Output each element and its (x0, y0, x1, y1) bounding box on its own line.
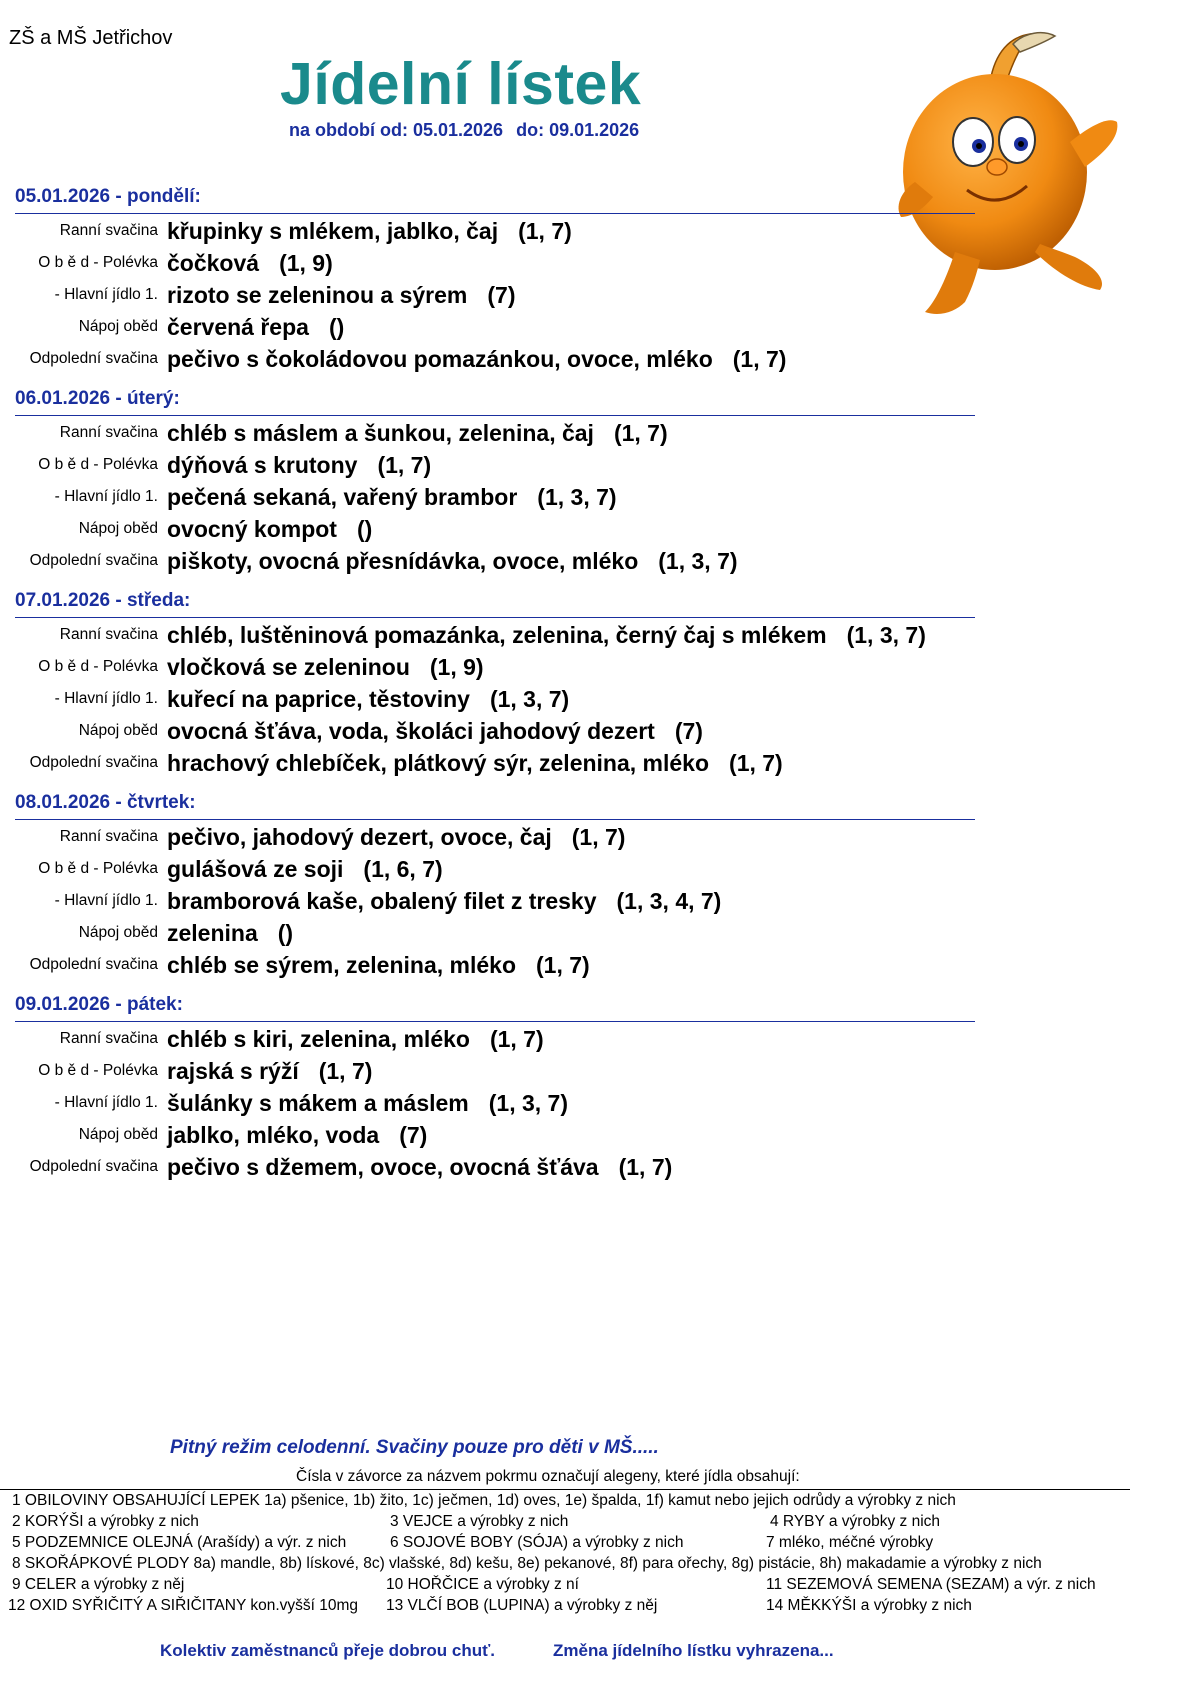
allergens: (1, 3, 4, 7) (616, 888, 722, 914)
legend-divider (0, 1489, 1130, 1490)
day-divider (15, 415, 975, 416)
allergens: (1, 6, 7) (363, 856, 443, 882)
meal-text: chléb, luštěninová pomazánka, zelenina, černý čaj s mlékem (1, 3, 7) (167, 622, 926, 648)
day-heading: 09.01.2026 - pátek: (15, 994, 183, 1015)
day-heading: 08.01.2026 - čtvrtek: (15, 792, 196, 813)
allergens: (1, 3, 7) (537, 484, 617, 510)
allergen-item: 3 VEJCE a výrobky z nich (390, 1513, 569, 1530)
meal-text: chléb se sýrem, zelenina, mléko (1, 7) (167, 952, 590, 978)
day-divider (15, 213, 975, 214)
allergens: (1, 9) (279, 250, 333, 276)
allergens: (1, 7) (518, 218, 572, 244)
allergens: (1, 7) (613, 420, 668, 446)
meal-text: ovocný kompot () (167, 516, 373, 542)
meal-text: hrachový chlebíček, plátkový sýr, zelenina, mléko (1, 7) (167, 750, 783, 776)
meal-text: zelenina () (167, 920, 294, 946)
meal-text: pečivo s džemem, ovoce, ovocná šťáva (1, 7) (167, 1154, 673, 1180)
meal-label: Nápoj oběd (78, 924, 158, 941)
allergens: (7) (487, 282, 516, 308)
day-heading: 06.01.2026 - úterý: (15, 388, 180, 409)
meal-text: kuřecí na paprice, těstoviny (1, 3, 7) (167, 686, 570, 712)
orange-mascot-icon (895, 22, 1125, 322)
meal-text: dýňová s krutony (1, 7) (167, 452, 432, 478)
allergens: (1, 7) (377, 452, 432, 478)
period-to: do: 09.01.2026 (516, 120, 640, 140)
allergens: (1, 7) (318, 1058, 373, 1084)
allergens: (1, 3, 7) (658, 548, 738, 574)
meal-label: Ranní svačina (59, 424, 158, 441)
allergen-item: 14 MĚKKÝŠI a výrobky z nich (766, 1597, 972, 1614)
allergens: (1, 9) (429, 654, 484, 680)
allergens: (1, 3, 7) (489, 686, 570, 712)
allergen-item: 10 HOŘČICE a výrobky z ní (386, 1576, 579, 1593)
meal-label: Ranní svačina (59, 828, 158, 845)
allergen-intro: Čísla v závorce za názvem pokrmu označují alegeny, které jídla obsahují: (296, 1468, 800, 1485)
allergens: (1, 3, 7) (846, 622, 926, 648)
meal-label: - Hlavní jídlo 1. (54, 1094, 158, 1111)
meal-text: chléb s kiri, zelenina, mléko (1, 7) (167, 1026, 544, 1052)
allergen-item: 1 OBILOVINY OBSAHUJÍCÍ LEPEK 1a) pšenice, 1b) žito, 1c) ječmen, 1d) oves, 1e) špalda, 1f) kamut nebo jejich odrůdy a výrobky z nich (12, 1492, 956, 1509)
meal-text: piškoty, ovocná přesnídávka, ovoce, mléko (1, 3, 7) (167, 548, 738, 574)
allergen-item: 5 PODZEMNICE OLEJNÁ (Arašídy) a výr. z nich (12, 1534, 347, 1551)
period-from: na období od: 05.01.2026 (289, 120, 504, 140)
meal-label: - Hlavní jídlo 1. (54, 892, 158, 909)
footer-disclaimer: Změna jídelního lístku vyhrazena... (553, 1641, 834, 1660)
meal-label: Ranní svačina (59, 626, 158, 643)
meal-label: Odpolední svačina (29, 1158, 158, 1175)
footer-wish: Kolektiv zaměstnanců přeje dobrou chuť. (160, 1641, 495, 1660)
day-divider (15, 1021, 975, 1022)
allergens: () (356, 516, 373, 542)
day-divider (15, 617, 975, 618)
meal-label: Nápoj oběd (78, 1126, 158, 1143)
drinking-note: Pitný režim celodenní. Svačiny pouze pro děti v MŠ..... (170, 1437, 659, 1458)
meal-label: Odpolední svačina (29, 552, 158, 569)
allergen-item: 7 mléko, méčné výrobky (766, 1534, 934, 1551)
allergens: () (328, 314, 345, 340)
allergens: (7) (399, 1122, 428, 1148)
allergens: (1, 7) (536, 952, 590, 978)
meal-label: Nápoj oběd (78, 520, 158, 537)
meal-text: červená řepa () (167, 314, 345, 340)
meal-label: Odpolední svačina (29, 754, 158, 771)
meal-text: ovocná šťáva, voda, školáci jahodový dezert (7) (167, 718, 703, 744)
meal-label: Odpolední svačina (29, 956, 158, 973)
meal-text: rajská s rýží (1, 7) (167, 1058, 373, 1084)
day-heading: 07.01.2026 - středa: (15, 590, 191, 611)
meal-text: pečivo, jahodový dezert, ovoce, čaj (1, 7) (167, 824, 626, 850)
meal-label: O b ě d - Polévka (38, 1062, 158, 1079)
meal-label: Nápoj oběd (78, 318, 158, 335)
meal-text: rizoto se zeleninou a sýrem (7) (167, 282, 516, 308)
allergens: (1, 7) (729, 750, 783, 776)
meal-label: Nápoj oběd (78, 722, 158, 739)
meal-label: Ranní svačina (59, 1030, 158, 1047)
meal-text: pečivo s čokoládovou pomazánkou, ovoce, mléko (1, 7) (167, 346, 787, 372)
allergen-item: 2 KORÝŠI a výrobky z nich (12, 1513, 199, 1530)
meal-text: chléb s máslem a šunkou, zelenina, čaj (1, 7) (167, 420, 668, 446)
meal-label: Odpolední svačina (29, 350, 158, 367)
allergen-item: 9 CELER a výrobky z něj (12, 1576, 185, 1593)
meal-text: vločková se zeleninou (1, 9) (167, 654, 484, 680)
allergens: (1, 3, 7) (488, 1090, 569, 1116)
page-title: Jídelní lístek (280, 51, 642, 117)
meal-text: jablko, mléko, voda (7) (167, 1122, 428, 1148)
allergen-item: 11 SEZEMOVÁ SEMENA (SEZAM) a výr. z nich (766, 1576, 1096, 1593)
menu-period (289, 120, 647, 141)
allergens: () (277, 920, 294, 946)
meal-text: šulánky s mákem a máslem (1, 3, 7) (167, 1090, 569, 1116)
meal-text: gulášová ze soji (1, 6, 7) (167, 856, 443, 882)
allergen-item: 13 VLČÍ BOB (LUPINA) a výrobky z něj (386, 1597, 658, 1614)
meal-label: O b ě d - Polévka (38, 658, 158, 675)
allergen-item: 12 OXID SYŘIČITÝ A SIŘIČITANY kon.vyšší 10mg (8, 1597, 359, 1614)
meal-text: pečená sekaná, vařený brambor (1, 3, 7) (167, 484, 617, 510)
day-heading: 05.01.2026 - pondělí: (15, 186, 201, 207)
meal-text: bramborová kaše, obalený filet z tresky (1, 3, 4, 7) (167, 888, 722, 914)
meal-text: čočková (1, 9) (167, 250, 333, 276)
allergens: (1, 7) (571, 824, 626, 850)
day-divider (15, 819, 975, 820)
allergens: (7) (674, 718, 703, 744)
allergen-item: 6 SOJOVÉ BOBY (SÓJA) a výrobky z nich (390, 1534, 684, 1551)
allergens: (1, 7) (732, 346, 787, 372)
allergen-item: 4 RYBY a výrobky z nich (770, 1513, 941, 1530)
meal-label: O b ě d - Polévka (38, 456, 158, 473)
allergens: (1, 7) (618, 1154, 673, 1180)
allergens: (1, 7) (489, 1026, 544, 1052)
meal-text: křupinky s mlékem, jablko, čaj (1, 7) (167, 218, 572, 244)
meal-label: - Hlavní jídlo 1. (54, 286, 158, 303)
meal-label: Ranní svačina (59, 222, 158, 239)
allergen-item: 8 SKOŘÁPKOVÉ PLODY 8a) mandle, 8b) lískové, 8c) vlašské, 8d) kešu, 8e) pekanové, 8f) para ořechy, 8g) pistácie, 8h) makadamie a výrobky z nich (12, 1555, 1042, 1572)
meal-label: - Hlavní jídlo 1. (54, 690, 158, 707)
school-name: ZŠ a MŠ Jetřichov (9, 27, 173, 49)
meal-label: O b ě d - Polévka (38, 254, 158, 271)
meal-label: - Hlavní jídlo 1. (54, 488, 158, 505)
meal-label: O b ě d - Polévka (38, 860, 158, 877)
